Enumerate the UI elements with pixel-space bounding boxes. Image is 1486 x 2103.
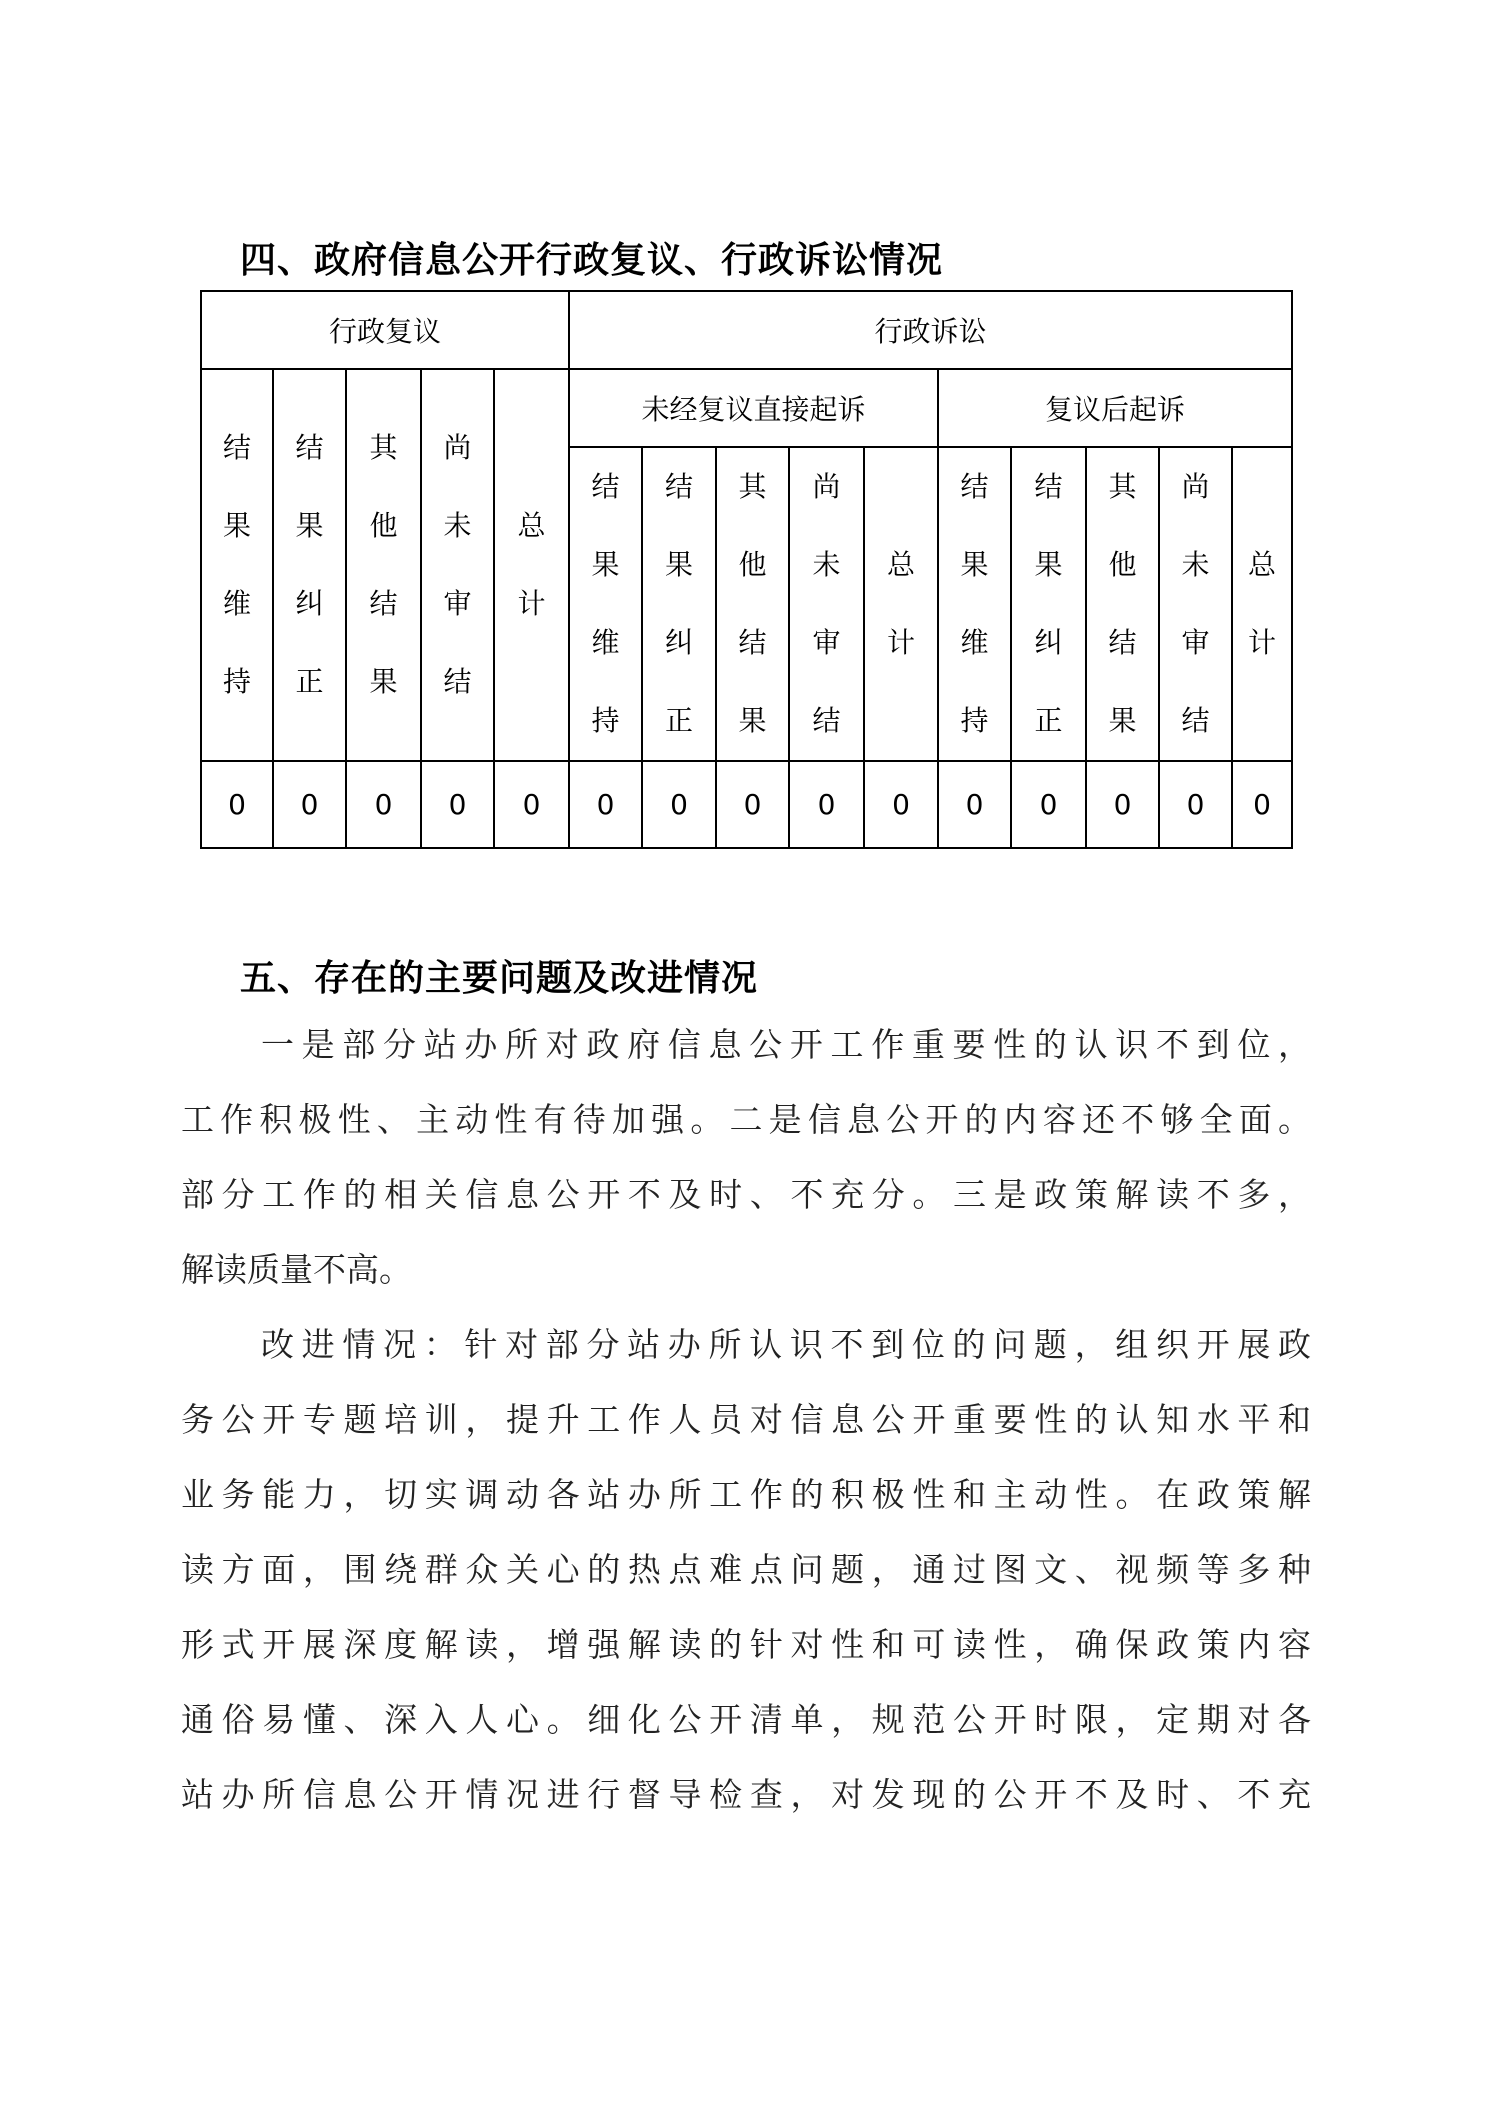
value-cell: 0 [346,761,421,848]
paragraph-line: 部分工作的相关信息公开不及时、不充分。三是政策解读不多， [181,1175,1311,1214]
value-cell: 0 [201,761,273,848]
subheader-after-review-litigation: 复议后起诉 [938,369,1292,447]
value-cell: 0 [642,761,716,848]
col-header-total: 总计 [864,447,938,761]
value-cell: 0 [1232,761,1292,848]
value-cell: 0 [569,761,642,848]
table-row-values [201,761,1292,848]
value-cell: 0 [1011,761,1086,848]
value-cell: 0 [789,761,864,848]
header-admin-review: 行政复议 [201,291,569,369]
col-header-total: 总计 [1232,447,1292,761]
col-header-other-result: 其他结果 [346,369,421,761]
subheader-direct-litigation: 未经复议直接起诉 [569,369,938,447]
col-header-pending: 尚未审结 [1159,447,1232,761]
value-cell: 0 [494,761,569,848]
col-header-result-upheld: 结果维持 [201,369,273,761]
value-cell: 0 [938,761,1011,848]
col-header-result-upheld: 结果维持 [569,447,642,761]
col-header-result-upheld: 结果维持 [938,447,1011,761]
col-header-pending: 尚未审结 [789,447,864,761]
paragraph-line: 业务能力，切实调动各站办所工作的积极性和主动性。在政策解 [181,1475,1311,1514]
value-cell: 0 [716,761,789,848]
col-header-total: 总计 [494,369,569,761]
paragraph-line: 读方面，围绕群众关心的热点难点问题，通过图文、视频等多种 [181,1550,1311,1589]
paragraph-line: 形式开展深度解读，增强解读的针对性和可读性，确保政策内容 [181,1625,1311,1664]
col-header-pending: 尚未审结 [421,369,494,761]
col-header-result-corrected: 结果纠正 [273,369,346,761]
col-header-result-corrected: 结果纠正 [1011,447,1086,761]
col-header-result-corrected: 结果纠正 [642,447,716,761]
paragraph-line: 解读质量不高。 [181,1250,412,1289]
review-litigation-table [200,290,1293,849]
problems-paragraph [181,1020,1311,1320]
value-cell: 0 [1159,761,1232,848]
section-5-heading: 五、存在的主要问题及改进情况 [240,958,759,999]
col-header-other-result: 其他结果 [716,447,789,761]
header-admin-litigation: 行政诉讼 [569,291,1292,369]
value-cell: 0 [1086,761,1159,848]
section-4-heading: 四、政府信息公开行政复议、行政诉讼情况 [240,240,944,281]
col-header-other-result: 其他结果 [1086,447,1159,761]
improvement-paragraph [181,1320,1311,1845]
paragraph-line: 站办所信息公开情况进行督导检查，对发现的公开不及时、不充 [181,1775,1311,1814]
paragraph-line: 改进情况：针对部分站办所认识不到位的问题，组织开展政 [261,1325,1311,1364]
value-cell: 0 [421,761,494,848]
paragraph-line: 通俗易懂、深入人心。细化公开清单，规范公开时限，定期对各 [181,1700,1311,1739]
paragraph-line: 一是部分站办所对政府信息公开工作重要性的认识不到位， [261,1025,1311,1064]
paragraph-line: 工作积极性、主动性有待加强。二是信息公开的内容还不够全面。 [181,1100,1311,1139]
value-cell: 0 [864,761,938,848]
value-cell: 0 [273,761,346,848]
paragraph-line: 务公开专题培训，提升工作人员对信息公开重要性的认知水平和 [181,1400,1311,1439]
